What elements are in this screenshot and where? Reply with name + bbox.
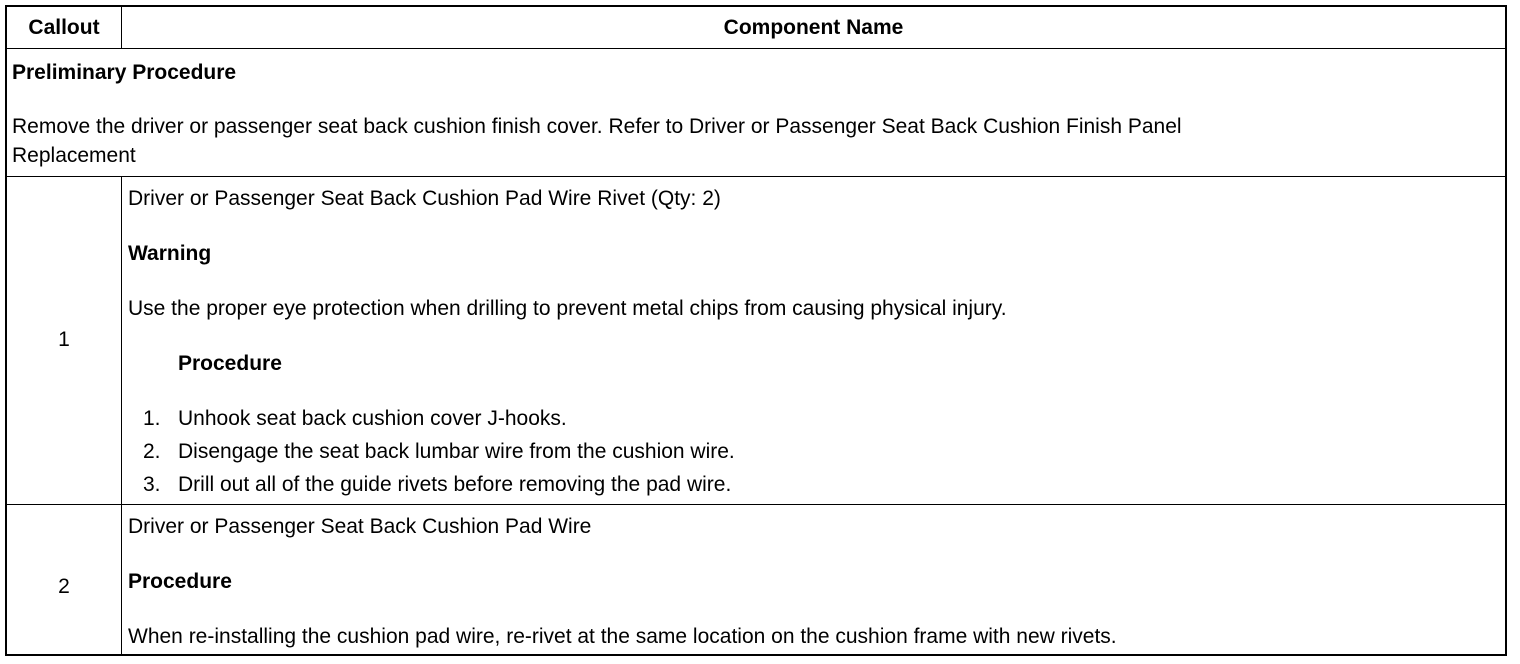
table-row bbox=[7, 177, 1505, 504]
component-table bbox=[5, 5, 1507, 656]
procedure-step-number: 3. bbox=[143, 473, 161, 496]
header-divider bbox=[121, 7, 122, 48]
procedure-heading: Procedure bbox=[178, 352, 282, 375]
procedure-step-number: 2. bbox=[143, 440, 161, 463]
column-divider bbox=[121, 176, 122, 504]
warning-heading: Warning bbox=[128, 242, 212, 265]
callout-number: 2 bbox=[58, 575, 70, 598]
column-divider bbox=[121, 504, 122, 654]
preliminary-procedure-heading: Preliminary Procedure bbox=[12, 61, 237, 84]
procedure-step-text: Drill out all of the guide rivets before removing the pad wire. bbox=[178, 473, 732, 496]
procedure-text: When re-installing the cushion pad wire, re-rivet at the same location on the cushion frame with new rivets. bbox=[128, 625, 1117, 648]
column-header-callout: Callout bbox=[28, 16, 100, 39]
warning-text: Use the proper eye protection when drilling to prevent metal chips from causing physical injury. bbox=[128, 297, 1007, 320]
callout-number: 1 bbox=[58, 328, 70, 351]
component-name: Driver or Passenger Seat Back Cushion Pad Wire bbox=[128, 515, 592, 538]
table-row bbox=[7, 505, 1505, 654]
preliminary-procedure-row bbox=[7, 49, 1505, 176]
procedure-step-number: 1. bbox=[143, 407, 161, 430]
component-name: Driver or Passenger Seat Back Cushion Pad Wire Rivet (Qty: 2) bbox=[128, 187, 721, 210]
preliminary-procedure-text-line1: Remove the driver or passenger seat back cushion finish cover. Refer to Driver or Passenger Seat Back Cushion Finish Panel bbox=[12, 115, 1182, 138]
preliminary-procedure-text-line2: Replacement bbox=[12, 144, 136, 167]
procedure-step-text: Disengage the seat back lumbar wire from the cushion wire. bbox=[178, 440, 735, 463]
table-header-row bbox=[7, 7, 1505, 49]
procedure-heading: Procedure bbox=[128, 570, 232, 593]
procedure-step-text: Unhook seat back cushion cover J-hooks. bbox=[178, 407, 567, 430]
column-header-component-name: Component Name bbox=[723, 16, 904, 39]
